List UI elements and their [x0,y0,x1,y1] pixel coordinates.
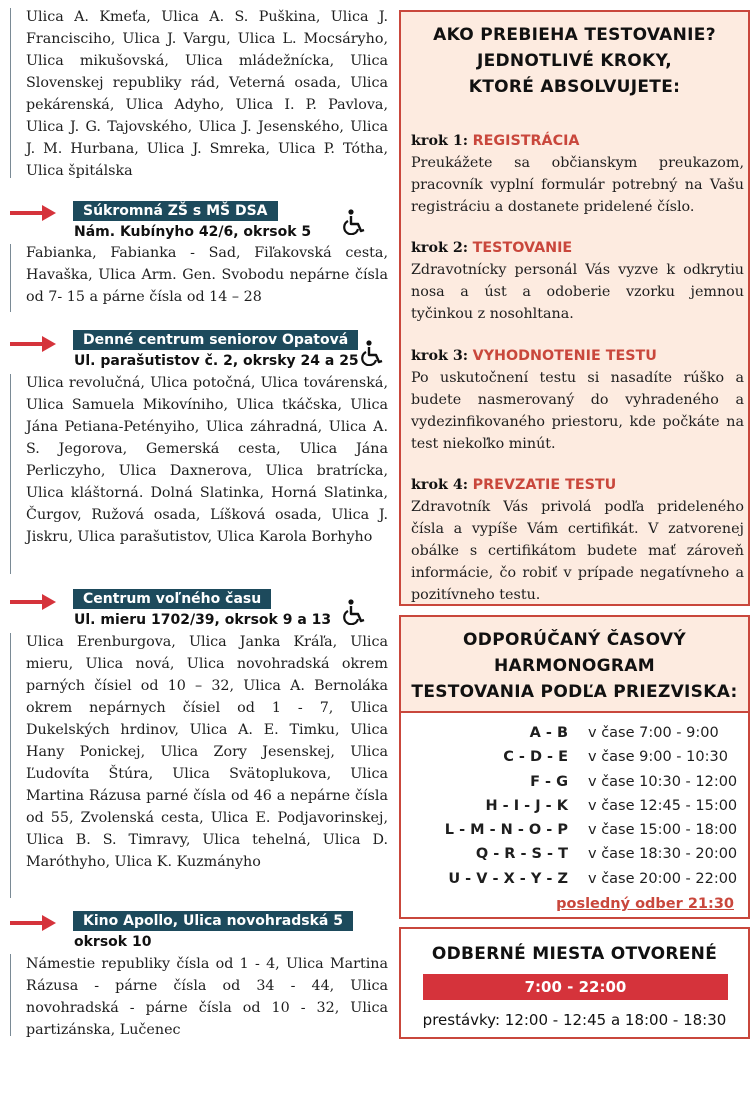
arrow-right-icon [10,205,58,221]
opening-hours-box [399,927,750,1039]
last-sample-note: posledný odber 21:30 [556,896,734,912]
divider-line [10,8,11,178]
breaks-text: prestávky: 12:00 - 12:45 a 18:00 - 18:30 [422,1011,727,1029]
opening-hours-title: ODBERNÉ MIESTA OTVORENÉ [431,944,718,964]
opening-hours-time: 7:00 - 22:00 [423,974,728,1000]
step-4: krok 4: PREVZATIE TESTU Zdravotník Vás privolá podľa prideleného čísla a vypíše Vám certifikát. V zatvorenej obálke s certifikátom budete mať zároveň informácie, čo robiť v prípade negatívneho a pozitívneho testu. [411,477,744,603]
schedule-row: L - M - N - O - P v čase 15:00 - 18:00 [444,822,738,839]
schedule-row: F - G v čase 10:30 - 12:00 [530,773,738,790]
steps-title: AKO PREBIEHA TESTOVANIE? JEDNOTLIVÉ KROKY, KTORÉ ABSOLVUJETE: [433,25,716,97]
step-1: krok 1: REGISTRÁCIA Preukážete sa občianskym preukazom, pracovník vyplní formulár potrebný na Vašu registráciu a dostanete pridelené číslo. [411,133,744,215]
street-list-top: Ulica A. Kmeťa, Ulica A. S. Puškina, Ulica J. Francisciho, Ulica J. Vargu, Ulica L. Mocsáryho, Ulica mikušovská, Ulica mládežnícka, Ulica Slovenskej republiky rád, Veterná osada, Ulica pekárenská, Ulica Adyho, Ulica I. P. Pavlova, Ulica J. G. Tajovského, Ulica J. Jesenského, Ulica J. M. Hurbana, Ulica J. Smreka, Ulica P. Tótha, Ulica špitálska [26,9,388,179]
schedule-row: C - D - E v čase 9:00 - 10:30 [503,749,728,766]
wheelchair-icon [342,599,366,625]
site-streets: Fabianka, Fabianka - Sad, Fiľakovská cesta, Havaška, Ulica Arm. Gen. Svobodu nepárne čísla od 7- 15 a párne čísla od 14 – 28 [26,245,388,305]
site-name-label: Kino Apollo, Ulica novohradská 5 [73,911,353,931]
arrow-right-icon [10,594,58,610]
schedule-table [401,721,748,891]
left-column [10,6,388,1038]
schedule-row: A - B v čase 7:00 - 9:00 [529,725,719,741]
site-streets: Ulica revolučná, Ulica potočná, Ulica továrenská, Ulica Samuela Mikovíniho, Ulica tkáčska, Ulica Jána Petiana-Petényiho, Ulica záhradná, Ulica A. S. Jegorova, Gemerská cesta, Ulica Jána Perliczyho, Ulica Daxnerova, Ulica bratrícka, Ulica kláštorná. Dolná Slatinka, Horná Slatinka, Čurgov, Ružová osada, Líšková osada, Ulica J. Jiskru, Ulica parašutistov, Ulica Karola Borhyho [26,375,388,545]
schedule-row: Q - R - S - T v čase 18:30 - 20:00 [475,846,738,863]
wheelchair-icon [360,340,384,366]
testing-steps-box [399,10,750,606]
wheelchair-icon [342,209,366,235]
schedule-row: H - I - J - K v čase 12:45 - 15:00 [485,797,738,814]
divider-line [10,244,11,312]
schedule-title: ODPORÚČANÝ ČASOVÝ HARMONOGRAM TESTOVANIA PODĽA PRIEZVISKA: [401,617,748,713]
site-address: Nám. Kubínyho 42/6, okrsok 5 [74,224,312,240]
site-name-label: Súkromná ZŠ s MŠ DSA [73,201,278,221]
step-3: krok 3: VYHODNOTENIE TESTU Po uskutočnení testu si nasadíte rúško a budete nasmerovaný do vyhradeného a vydezinfikovaného priestoru, kde počkáte na test niekoľko minút. [411,348,744,452]
site-streets: Ulica Erenburgova, Ulica Janka Kráľa, Ulica mieru, Ulica nová, Ulica novohradská okrem parných čísiel od 10 – 32, Ulica A. Bernoláka okrem nepárnych čísiel od 1 - 7, Ulica Dukelských hrdinov, Ulica A. E. Timku, Ulica Hany Ponickej, Ulica Zory Jesenskej, Ulica Ľudovíta Štúra, Ulica Svätoplukova, Ulica Martina Rázusa parné čísla od 46 a nepárne čísla od 55, Zvolenská cesta, Ulica E. Podjavorinskej, Ulica B. S. Timravy, Ulica tehelná, Ulica D. Maróthyho, Ulica K. Kuzmányho [26,634,388,870]
schedule-box [399,615,750,919]
step-2: krok 2: TESTOVANIE Zdravotnícky personál Vás vyzve k odkrytiu nosa a úst a odoberie vzorku jemnou tyčinkou z nosohltana. [411,240,744,322]
arrow-right-icon [10,336,58,352]
divider-line [10,954,11,1036]
site-name-label: Denné centrum seniorov Opatová [73,330,358,350]
arrow-right-icon [10,915,58,931]
site-address: okrsok 10 [74,934,152,950]
schedule-row: U - V - X - Y - Z v čase 20:00 - 22:00 [448,870,738,887]
site-address: Ul. parašutistov č. 2, okrsky 24 a 25 [74,353,359,369]
divider-line [10,374,11,574]
divider-line [10,633,11,898]
site-address: Ul. mieru 1702/39, okrsok 9 a 13 [74,612,332,628]
site-name-label: Centrum voľného času [73,589,271,609]
site-streets: Námestie republiky čísla od 1 - 4, Ulica Martina Rázusa - párne čísla od 34 - 44, Ulica novohradská - párne čísla od 10 - 32, Ulica partizánska, Lučenec [26,956,388,1038]
